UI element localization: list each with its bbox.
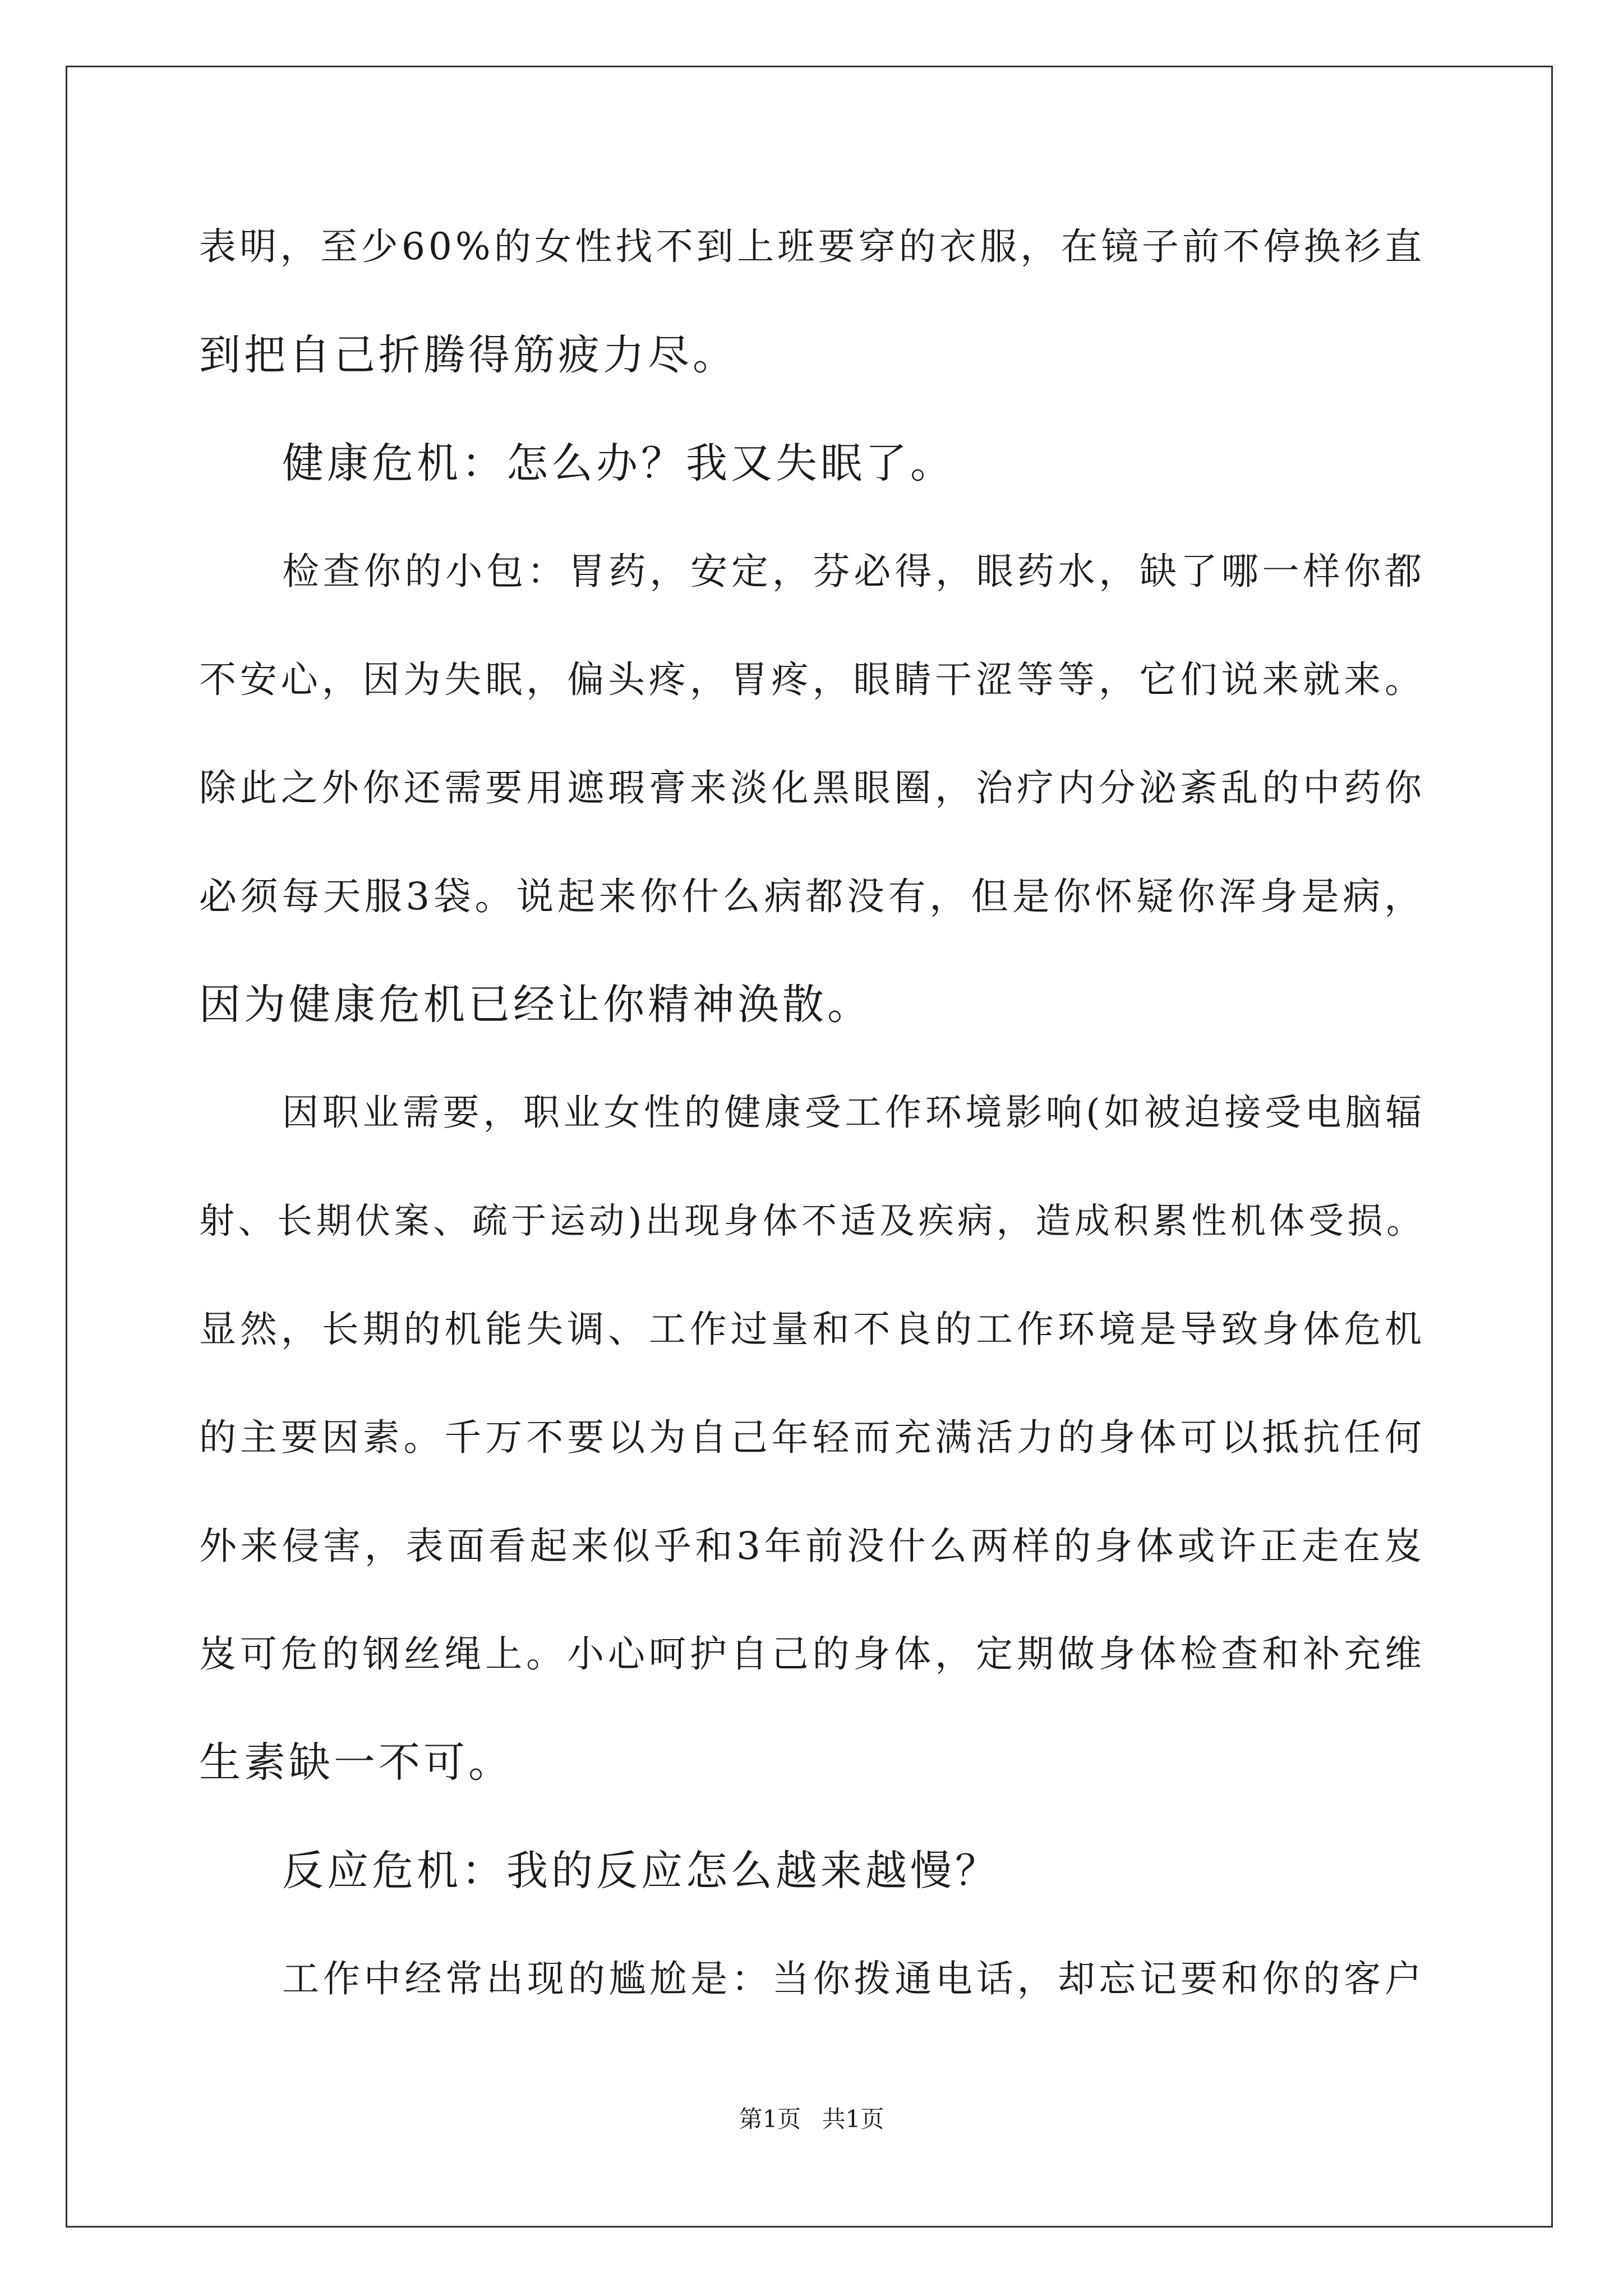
text-line: 反应危机：我的反应怎么越来越慢？ [282,1847,1000,1895]
text-line: 因为健康危机已经让你精神涣散。 [199,981,872,1029]
text-line: 的主要因素。千万不要以为自己年轻而充满活力的身体可以抵抗任何 [199,1416,1425,1459]
page-footer [0,2102,1623,2136]
text-line: 岌可危的钢丝绳上。小心呵护自己的身体，定期做身体检查和补充维 [199,1632,1425,1676]
text-line: 表明，至少60%的女性找不到上班要穿的衣服，在镜子前不停换衫直 [199,225,1425,268]
document-body [199,216,1425,2056]
text-line: 必须每天服3袋。说起来你什么病都没有，但是你怀疑你浑身是病， [199,875,1425,918]
text-line: 外来侵害，表面看起来似乎和3年前没什么两样的身体或许正走在岌 [199,1524,1425,1568]
text-line: 健康危机：怎么办？我又失眠了。 [282,439,955,487]
page-number-current: 第1页 [739,2105,801,2133]
text-line: 射、长期伏案、疏于运动)出现身体不适及疾病，造成积累性机体受损。 [199,1200,1425,1241]
text-line: 生素缺一不可。 [199,1738,513,1787]
text-line: 显然，长期的机能失调、工作过量和不良的工作环境是导致身体危机 [199,1308,1425,1351]
text-line: 不安心，因为失眠，偏头疼，胃疼，眼睛干涩等等，它们说来就来。 [199,658,1425,701]
text-line: 工作中经常出现的尴尬是：当你拨通电话，却忘记要和你的客户 [282,1957,1425,2000]
text-line: 到把自己折腾得筋疲力尽。 [199,331,737,379]
text-line: 除此之外你还需要用遮瑕膏来淡化黑眼圈，治疗内分泌紊乱的中药你 [199,766,1425,809]
text-line: 因职业需要，职业女性的健康受工作环境影响(如被迫接受电脑辐 [282,1092,1425,1134]
text-line: 检查你的小包：胃药，安定，芬必得，眼药水，缺了哪一样你都 [282,550,1425,593]
page-number-total: 共1页 [822,2105,884,2133]
